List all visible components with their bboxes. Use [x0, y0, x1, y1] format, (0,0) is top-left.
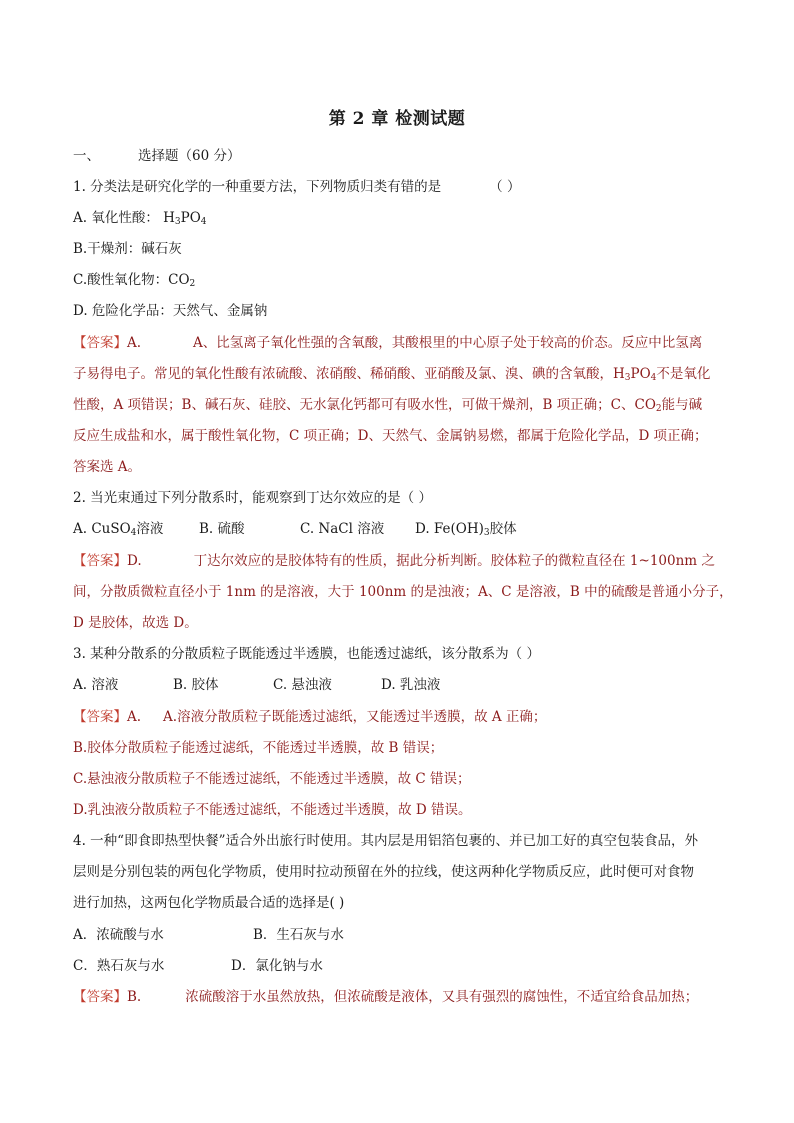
q4-stem-3: 进行加热，这两包化学物质最合适的选择是( )	[73, 895, 345, 911]
q4-stem-1: 4. 一种“即食即热型快餐”适合外出旅行时使用。其内层是用铝箔包裹的、并已加工好的真空包装食品，外	[73, 833, 698, 849]
q1-explanation-5: 答案选 A。	[73, 459, 142, 475]
q2-option-b: B. 硫酸	[199, 521, 245, 537]
answer-letter: A.	[127, 335, 142, 351]
answer-letter: A.	[127, 709, 142, 725]
q3-option-a: A. 溶液	[73, 677, 119, 693]
q2-explanation-2: 间，分散质微粒直径小于 1nm 的是溶液，大于 100nm 的是浊液；A、C 是溶液，B 中的硫酸是普通小分子，	[73, 584, 733, 600]
q4-answer	[73, 988, 723, 1006]
q4-option-a: A．浓硫酸与水	[73, 927, 164, 943]
q4-option-d: D．氯化钠与水	[231, 958, 323, 974]
q1-exp2-part2: PO	[630, 366, 651, 382]
q3-explanation-2: B.胶体分散质粒子能透过滤纸，不能透过半透膜，故 B 错误；	[73, 740, 444, 756]
q1-explanation-2	[73, 365, 723, 383]
answer-tag: 【答案】	[73, 553, 127, 569]
q3-option-b: B. 胶体	[173, 677, 219, 693]
q2-option-a-text: A. CuSO	[73, 521, 131, 537]
q4-options-row-2	[73, 957, 723, 975]
q2-options	[73, 520, 723, 538]
q3-answer	[73, 708, 723, 726]
subscript: 4	[200, 217, 207, 227]
q1-explanation-4: 反应生成盐和水，属于酸性氧化物，C 项正确；D、天然气、金属钠易燃，都属于危险化学品，D 项正确；	[73, 428, 708, 444]
section-heading	[73, 147, 723, 165]
q2-option-d-text: D. Fe(OH)	[415, 521, 484, 537]
q4-explanation-1: 浓硫酸溶于水虽然放热，但浓硫酸是液体，又具有强烈的腐蚀性，不适宜给食品加热；	[185, 989, 699, 1005]
q2-explanation-1: 丁达尔效应的是胶体特有的性质，据此分析判断。胶体粒子的微粒直径在 1~100nm 之	[193, 553, 715, 569]
q1-exp3-part2: 能与碱	[661, 397, 703, 413]
subscript: 2	[189, 279, 196, 289]
q3-explanation-4: D.乳浊液分散质粒子不能透过滤纸，不能透过半透膜，故 D 错误。	[73, 802, 472, 818]
answer-tag: 【答案】	[73, 709, 127, 725]
subscript: 2	[655, 404, 662, 414]
q4-options-row-1	[73, 926, 723, 944]
answer-tag: 【答案】	[73, 335, 127, 351]
q2-answer	[73, 552, 723, 570]
subscript: 3	[483, 528, 490, 538]
q1-exp2-part1: 子易得电子。常见的氧化性酸有浓硫酸、浓硝酸、稀硝酸、亚硝酸及氯、溴、碘的含氧酸，H	[73, 366, 625, 382]
q2-option-a	[73, 520, 199, 538]
q2-option-c: C. NaCl 溶液	[300, 521, 385, 537]
q2-explanation-3: D 是胶体，故选 D。	[73, 615, 198, 631]
q1-option-a-text: A. 氧化性酸： H	[73, 210, 175, 226]
subscript: 3	[174, 217, 181, 227]
q3-explanation-1: A.溶液分散质粒子既能透过滤纸，又能透过半透膜，故 A 正确；	[163, 709, 547, 725]
subscript: 4	[130, 528, 137, 538]
q1-option-c	[73, 271, 723, 289]
q1-paren: （ ）	[489, 179, 521, 195]
answer-letter: D.	[127, 553, 142, 569]
section-label: 选择题（60 分）	[138, 148, 241, 164]
section-number: 一、	[73, 148, 100, 164]
subscript: 4	[650, 373, 657, 383]
q1-option-d: D. 危险化学品：天然气、金属钠	[73, 303, 268, 319]
q1-explanation-1: A、比氢离子氧化性强的含氧酸，其酸根里的中心原子处于较高的价态。反应中比氢离	[193, 335, 703, 351]
q1-explanation-3	[73, 396, 723, 414]
q3-explanation-3: C.悬浊液分散质粒子不能透过滤纸，不能透过半透膜，故 C 错误；	[73, 771, 471, 787]
q2-stem: 2. 当光束通过下列分散系时，能观察到丁达尔效应的是（ ）	[73, 490, 432, 506]
q1-exp2-part3: 不是氧化	[656, 366, 711, 382]
q4-option-b: B．生石灰与水	[253, 927, 344, 943]
q1-stem	[73, 178, 723, 196]
q2-option-d	[415, 520, 517, 538]
q3-options	[73, 676, 723, 694]
subscript: 3	[624, 373, 631, 383]
q3-option-c: C. 悬浊液	[273, 677, 332, 693]
answer-tag: 【答案】	[73, 989, 127, 1005]
answer-letter: B.	[127, 989, 142, 1005]
q2-option-d-text2: 胶体	[489, 521, 517, 537]
q4-option-c: C．熟石灰与水	[73, 958, 165, 974]
q3-stem: 3. 某种分散系的分散质粒子既能透过半透膜，也能透过滤纸，该分散系为（ ）	[73, 646, 540, 662]
q1-option-a	[73, 209, 723, 227]
q1-option-c-text: C.酸性氧化物：CO	[73, 272, 190, 288]
q3-option-d: D. 乳浊液	[381, 677, 441, 693]
q1-stem-text: 1. 分类法是研究化学的一种重要方法，下列物质归类有错的是	[73, 179, 442, 195]
q1-answer	[73, 334, 723, 352]
q1-option-b: B.干燥剂：碱石灰	[73, 241, 182, 257]
q1-option-a-text2: PO	[180, 210, 201, 226]
q4-stem-2: 层则是分别包装的两包化学物质，使用时拉动预留在外的拉线，使这两种化学物质反应，此时便可对食物	[73, 864, 694, 880]
q2-option-a-text2: 溶液	[136, 521, 164, 537]
q1-exp3-part1: 性酸，A 项错误；B、碱石灰、硅胶、无水氯化钙都可有吸水性，可做干燥剂，B 项正确；C、CO	[73, 397, 656, 413]
page-title: 第 2 章 检测试题	[328, 109, 466, 129]
